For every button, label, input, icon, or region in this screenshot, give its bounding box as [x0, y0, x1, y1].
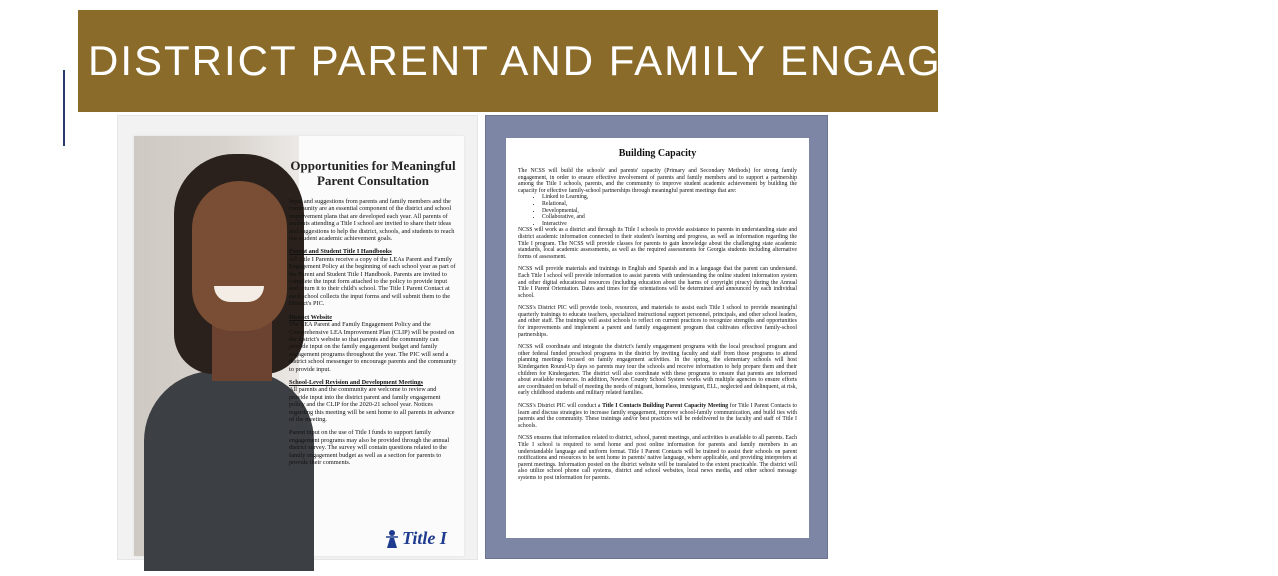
- capacity-intro: The NCSS will build the schools' and parents' capacity (Primary and Secondary Methods) for strong family engagement, in order to ensure effective involvement of parents and family members and to support a partnership among the Title I schools, parents, and the community to improve student academic achievement by building the capacity for effective family-school partnerships through meaningful parent meetings that are:: [518, 168, 797, 194]
- building-capacity-page: [506, 138, 809, 538]
- meeting-qualities-list: [542, 194, 797, 227]
- list-item: • Interactive: [542, 221, 797, 228]
- parent-photo: [134, 136, 299, 556]
- list-item: • Developmental,: [542, 208, 797, 215]
- capacity-paragraph: NCSS will coordinate and integrate the district's family engagement programs with the local preschool program and other federal funded preschool programs in the district by inviting faculty and staff from those programs to attend planning meetings focused on family engagement activities. In the spring, the elementary schools will host Kindergarten Round-Up days so parents may tour the schools and receive information to help prepare them and their children for Kindergarten. The district will also coordinate with these programs to ensure that parents are informed about available resources. In addition, Newton County School System works with multiple agencies to ensure efforts are coordinated on behalf of meeting the needs of migrant, homeless, immigrant, ELL, neglected and delinquent, at risk, early childhood students and military related families.: [518, 344, 797, 397]
- title-i-logo-text: Title I: [402, 528, 447, 548]
- capacity-final-paragraph: NCSS ensures that information related to district, school, parent meetings, and activities is available to all parents. Each Title I school is required to send home and post online information for parents and family members in an understandable language and uniform format. Title I Parent Contacts will be trained to assist their schools on parent notifications and resources to be sent home in parents' native language, where applicable, and providing interpreters at parent meetings. Information posted on the district website will be translated to the extent practicable. The district will also utilize school phone call systems, district and school websites, local news media, and other school message systems to post information for parents.: [518, 435, 797, 481]
- accent-line: [63, 70, 65, 146]
- consultation-closing: Parent input on the use of Title I funds to support family engagement programs may also be provided through the annual district survey. The survey will contain questions related to the family engagement budget as well as a section for parents to provide their comments.: [289, 429, 450, 466]
- consultation-document: [117, 115, 478, 560]
- list-item: • Linked to Learning,: [542, 194, 797, 201]
- section-title: Parent and Student Title I Handbooks: [289, 248, 392, 256]
- section-body: All Title I Parents receive a copy of the LEAs Parent and Family Engagement Policy at the beginning of each school year as part of the Parent and Student Title I Handbook. Parents are invited to complete the input form attached to the policy to provide input and return it to their child's school. The Title I Parent Contact at each school collects the input forms and will submit them to the District's PIC.: [289, 255, 456, 308]
- building-capacity-document: [485, 115, 828, 559]
- capacity-paragraph: NCSS will provide materials and trainings in English and Spanish and in a language that the parent can understand. Each Title I school will provide information to assist parents with understanding the online student information system and other digital educational resources (including education about the harms of copyright piracy) during the Annual Title I Parent Orientation. Dates and times for the orientations will be determined and announced by each individual school.: [518, 266, 797, 299]
- section-title: School-Level Revision and Development Meetings: [289, 378, 423, 386]
- list-item: • Collaborative, and: [542, 214, 797, 221]
- pic-meeting-prefix: NCSS's District PIC will conduct a: [518, 403, 603, 409]
- slide-title: DISTRICT PARENT AND FAMILY ENGAGEMENT POLICY: [88, 37, 1278, 84]
- consultation-heading: Opportunities for Meaningful Parent Consultation: [290, 158, 456, 188]
- section-handbooks: [289, 248, 457, 307]
- building-capacity-heading: Building Capacity: [618, 148, 697, 159]
- pic-meeting-paragraph: [518, 403, 797, 429]
- consultation-text: [289, 158, 457, 472]
- pic-meeting-rest: for Title I Parent Contacts to learn and discuss strategies to increase family engagement, improve school-family communication, and build ties with parents and the community. These trainings and/or best practices will be redelivered to the faculty and staff of Title I schools.: [518, 403, 797, 429]
- section-body: The LEA Parent and Family Engagement Policy and the Comprehensive LEA Improvement Plan (CLIP) will be posted on the district's website so that parents and the community can provide input on the family engagement budget and family engagement programs throughout the year. The PIC will send a district school messenger to encourage parents and the community to provide input.: [289, 321, 457, 373]
- consultation-page: [134, 136, 464, 556]
- title-i-logo: [384, 528, 447, 549]
- section-website: [289, 314, 457, 373]
- section-title: District Website: [289, 313, 333, 321]
- list-item: • Relational,: [542, 201, 797, 208]
- student-figure-icon: [384, 529, 400, 549]
- capacity-paragraph: NCSS's District PIC will provide tools, resources, and materials to assist each Title I school to provide meaningful quarterly trainings to educate teachers, specialized instructional support personnel, principals, and other school leaders, and other staff. The trainings will assist schools to reflect on current practices to recognize strengths and opportunities for improvements and implement a parent and family engagement program that cultivates effective family-school partnerships.: [518, 305, 797, 338]
- section-body: All parents and the community are welcome to review and provide input into the district parent and family engagement policy and the CLIP for the 2020-21 school year. Notices regarding this meeting will be sent home to all parents in advance of the meeting.: [289, 386, 455, 423]
- capacity-paragraph: NCSS will work as a district and through its Title I schools to provide assistance to parents in understanding state and district academic information connected to their student's learning and progress, as well as information regarding the Title I program. The NCSS will provide classes for parents to gain knowledge about the challenging state academic standards, local academic assessments, as well as the required assessments for Georgia students including alternative forms of assessment.: [518, 227, 797, 260]
- pic-meeting-title: Title I Contacts Building Parent Capacity Meeting: [602, 403, 729, 409]
- consultation-intro: Input and suggestions from parents and family members and the community are an essential component of the district and school improvement plans that are developed each year. All parents of students attending a Title I school are invited to share their ideas and suggestions to help the district, schools, and students to reach our student academic achievement goals.: [289, 198, 455, 243]
- section-meetings: [289, 379, 457, 423]
- title-banner: [78, 10, 1278, 112]
